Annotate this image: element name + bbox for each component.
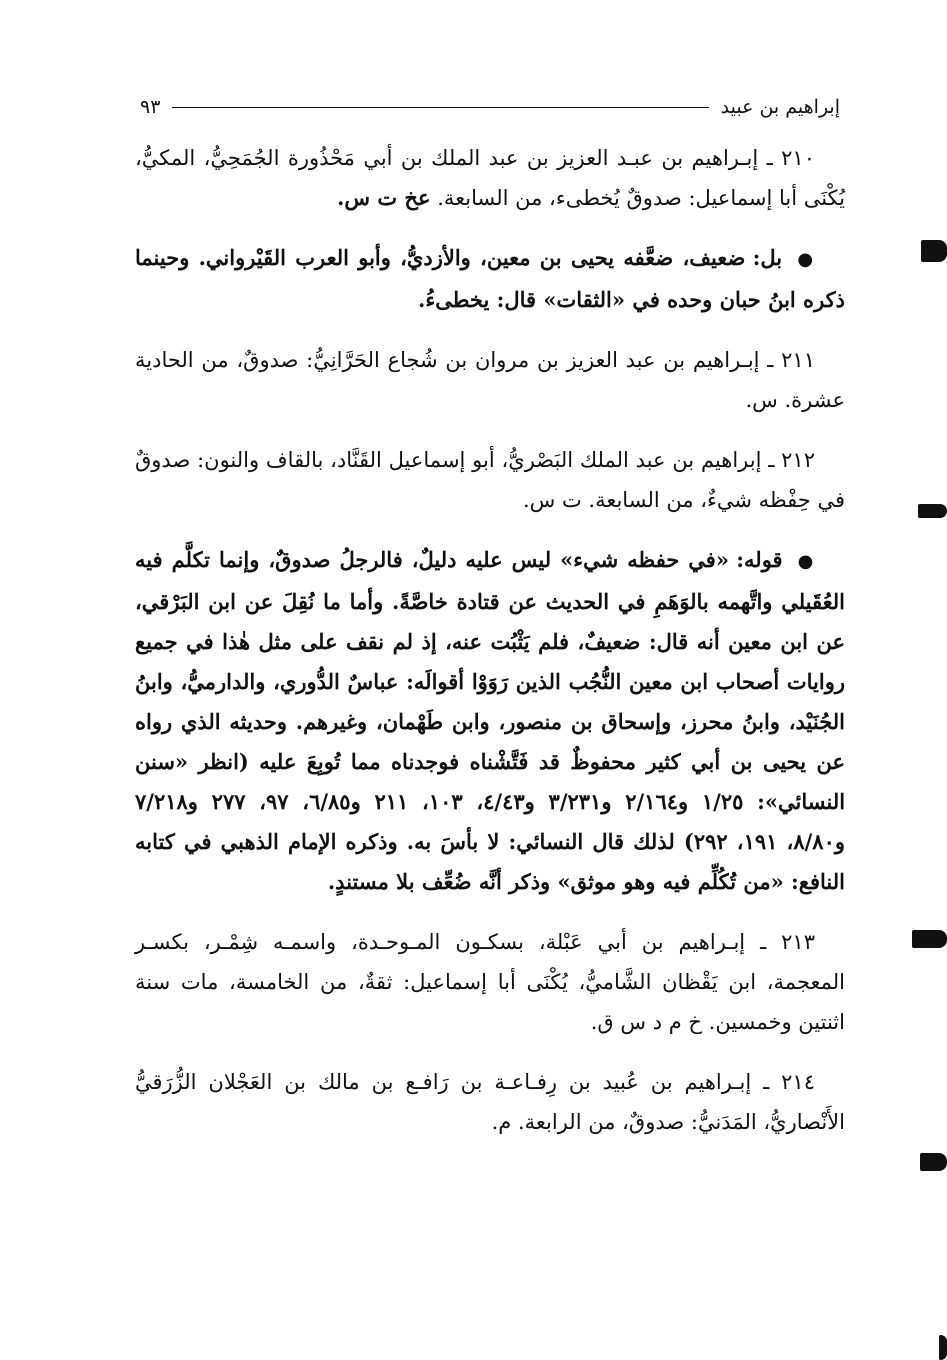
margin-scan-mark: [912, 930, 947, 948]
margin-scan-mark: [939, 1335, 947, 1360]
margin-scan-mark: [918, 504, 947, 518]
entry-214-text: ٢١٤ ـ إبـراهيم بن عُبيد بن رِفـاعـة بن رَافـع بن مالك بن العَجْلان الزُّرَقيُّ الأَنْصاريُّ، المَدَنيُّ: صدوقٌ، من الرابعة. م.: [135, 1070, 845, 1134]
commentary-212-text: قوله: «في حفظه شيء» ليس عليه دليلٌ، فالرجلُ صدوقٌ، وإنما تكلَّم فيه العُقَيلي واتَّهمه بالوَهَمِ في الحديث عن قتادة خاصَّةً. وأما ما نُقِلَ عن ابن البَرْقي، عن ابن معين أنه قال: ضعيفٌ، فلم يَثْبُت عنه، إذ لم نقف على مثل هٰذا في جميع روايات أصحاب ابن معين النُّجُب الذين رَوَوْا أقوالَه: عباسٌ الدُّوري، والدارميُّ، وابنُ الجُنَيْد، وابنُ محرز، وإسحاق بن منصور، وابن طَهْمان، وغيرهم. وحديثه الذي رواه عن يحيى بن أبي كثير محفوظٌ قد فَتَّشْناه فوجدناه مما تُوبِعَ عليه (انظر «سنن النسائي»: ١/٢٥ و٢/١٦٤ و٣/٢٣١ و٤/٤٣، ١٠٣، ٢١١ و٦/٨٥، ٩٧، ٢٧٧ و٧/٢١٨ و٨/٨٠، ١٩١، ٢٩٢) لذلك قال النسائي: لا بأسَ به. وذكره الإمام الذهبي في كتابه النافع: «من تُكُلِّم فيه وهو موثق» وذكر أنَّه ضُعِّف بلا مستندٍ.: [135, 547, 846, 894]
entry-211-text: ٢١١ ـ إبـراهيم بن عبد العزيز بن مروان بن شُجاع الحَرَّانِيُّ: صدوقٌ، من الحادية عشرة. س.: [135, 348, 845, 412]
margin-scan-mark: [921, 240, 947, 262]
entry-212: [135, 440, 845, 520]
entry-210-sigla: عخ ت س.: [337, 185, 431, 210]
entry-211: [135, 340, 845, 420]
entry-210: [135, 138, 845, 218]
commentary-210: [135, 238, 845, 320]
page-number: ٩٣: [140, 96, 161, 118]
commentary-212: [135, 540, 845, 902]
header-rule: [172, 107, 708, 108]
commentary-210-text: بل: ضعيف، ضعَّفه يحيى بن معين، والأزديُّ، وأبو العرب القَيْرواني. وحينما ذكره ابنُ حبان وحده في «الثقات» قال: يخطىءُ.: [135, 245, 845, 312]
entry-213: [135, 922, 845, 1042]
bullet-icon: ●: [797, 551, 816, 572]
entry-213-text: ٢١٣ ـ إبـراهيم بن أبي عَبْلة، بسكـون المـوحـدة، واسمـه شِمْـر، بكسـر المعجمة، ابن يَقْظان الشَّاميُّ، يُكْنَى أبا إسماعيل: ثقةٌ، من الخامسة، مات سنة اثنتين وخمسين. خ م د س ق.: [135, 930, 845, 1034]
entry-212-text: ٢١٢ ـ إبراهيم بن عبد الملك البَصْريُّ، أبو إسماعيل القَنَّاد، بالقاف والنون: صدوقٌ في حِفْظه شيءٌ، من السابعة. ت س.: [135, 448, 845, 512]
margin-scan-mark: [920, 1153, 947, 1171]
entry-210-text: ٢١٠ ـ إبـراهيم بن عبـد العزيز بن عبد الملك بن أبي مَحْذُورة الجُمَحِيُّ، المكيُّ، يُكْنَى أبا إسماعيل: صدوقٌ يُخطىء، من السابعة.: [135, 146, 845, 210]
entry-214: [135, 1062, 845, 1142]
running-header: [140, 92, 840, 122]
page-content: [135, 138, 845, 1162]
header-title: إبراهيم بن عبيد: [720, 96, 840, 118]
bullet-icon: ●: [797, 249, 816, 270]
